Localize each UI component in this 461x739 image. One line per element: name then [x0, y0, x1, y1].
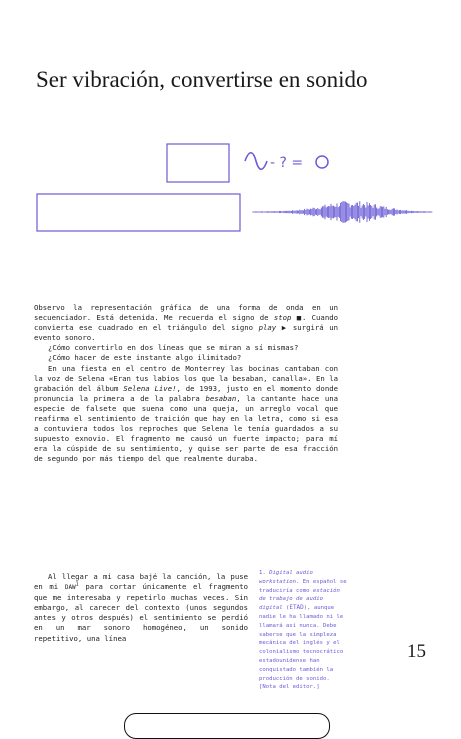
question-1: ¿Cómo convertirlo en dos líneas que se miran a sí mismas? [48, 343, 299, 353]
paragraph-3: Al llegar a mi casa bajé la canción, la puse en mi DAW$^1$ para cortar únicamente el fragmento que me interesaba y repetirlo muchas veces. Sin embargo, al carecer del contexto (unos segundos antes y otros después) el sentimiento se perdió en un mar sonoro homogéneo, un sonido repetitivo, una línea [34, 572, 248, 643]
body-text [34, 303, 338, 465]
page-title: Ser vibración, convertirse en sonido [36, 67, 368, 92]
paragraph-1: Observo la representación gráfica de una forma de onda en un secuenciador. Está detenida. Me recuerda el signo de stop ■. Cuando convierta ese cuadrado en el triángulo del signo play ▶ surgirá un evento sonoro. [34, 303, 338, 343]
footnote: 1. Digital audio workstation. En español se traduciría como estación de trabajo de audio digital (ETAD), aunque nadie le ha llamado ni le llamará así nunca. Debe saberse que la simpleza mecánica del inglés y el colonialismo tecnocrático estadounidense han conquistado también la producción de sonido. [Nota del editor.] [259, 570, 347, 691]
sine-wave-icon [245, 153, 267, 170]
waveform-figure [0, 130, 461, 240]
bottom-pill [124, 713, 330, 739]
circle-icon [316, 156, 328, 168]
page-number: 15 [407, 641, 426, 662]
column-text [34, 572, 248, 644]
paragraph-2: En una fiesta en el centro de Monterrey las bocinas cantaban con la voz de Selena «Eran tus labios los que la besaban, canalla». En la grabación del álbum Selena Live!, de 1993, justo en el momento donde pronuncia la primera a de la palabra besaban, la cantante hace una especie de falsete que suena como una queja, un arreglo vocal que reafirma el sentimiento de traición que hay en la letra, como si esa a contuviera todos los reproches que Selena le tenía guardados a su supuesto exnovio. El fragmento me causó un fuerte impacto; para mí era la cúspide de su sentimiento, y quise ser parte de esa fracción de segundo por más tiempo del que realmente duraba. [34, 363, 339, 464]
small-box [167, 144, 229, 182]
equation-text: - ? = [270, 155, 304, 171]
wide-box [37, 194, 240, 231]
audio-waveform-icon [253, 201, 432, 223]
question-2: ¿Cómo hacer de este instante algo ilimitado? [48, 353, 242, 363]
